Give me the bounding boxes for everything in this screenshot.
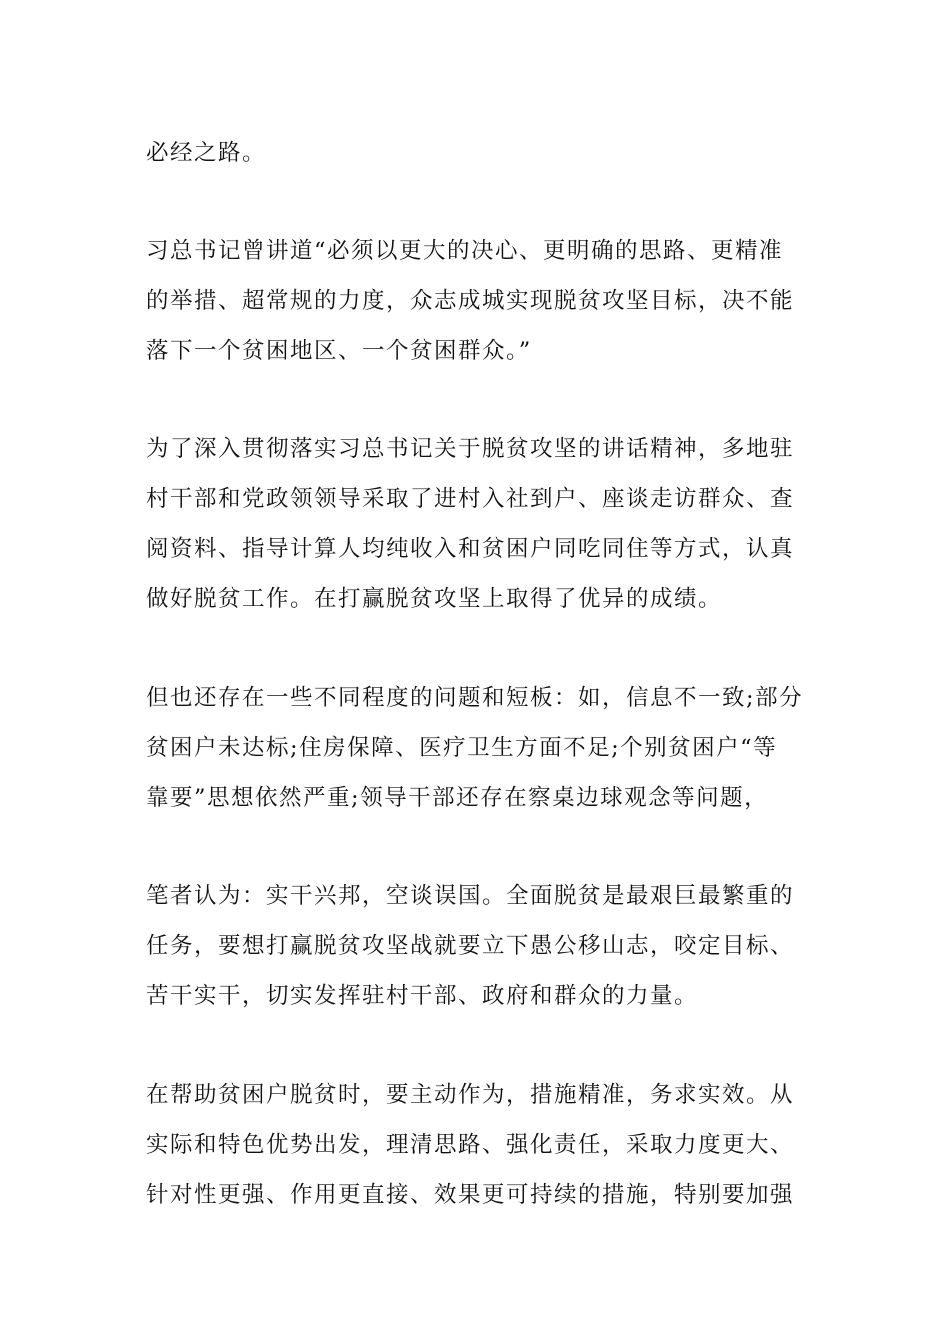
paragraph-line: 习总书记曾讲道“必须以更大的决心、更明确的思路、更精准	[146, 238, 784, 264]
paragraph-line: 实际和特色优势出发，理清思路、强化责任，采取力度更大、	[146, 1132, 795, 1158]
paragraph-line: 阅资料、指导计算人均纯收入和贫困户同吃同住等方式，认真	[146, 536, 795, 562]
paragraph-line: 村干部和党政领领导采取了进村入社到户、座谈走访群众、查	[146, 486, 795, 512]
paragraph-line: 任务，要想打赢脱贫攻坚战就要立下愚公移山志，咬定目标、	[146, 933, 795, 959]
paragraph-line: 为了深入贯彻落实习总书记关于脱贫攻坚的讲话精神，多地驻	[146, 436, 795, 462]
paragraph-line: 靠要”思想依然严重;领导干部还存在察桌边球观念等问题，	[146, 785, 769, 811]
paragraph-line: 笔者认为：实干兴邦，空谈误国。全面脱贫是最艰巨最繁重的	[146, 883, 795, 909]
paragraph-line: 针对性更强、作用更直接、效果更可持续的措施，特别要加强	[146, 1182, 795, 1208]
paragraph-line: 在帮助贫困户脱贫时，要主动作为，措施精准，务求实效。从	[146, 1082, 795, 1108]
paragraph-line: 落下一个贫困地区、一个贫困群众。”	[146, 338, 532, 364]
paragraph-line: 贫困户未达标;住房保障、医疗卫生方面不足;个别贫困户“等	[146, 735, 778, 761]
paragraph-line: 的举措、超常规的力度，众志成城实现脱贫攻坚目标，决不能	[146, 288, 795, 314]
paragraph-line: 必经之路。	[146, 140, 267, 166]
paragraph-line: 做好脱贫工作。在打赢脱贫攻坚上取得了优异的成绩。	[146, 586, 723, 612]
paragraph-line: 但也还存在一些不同程度的问题和短板：如，信息不一致;部分	[146, 685, 804, 711]
paragraph-line: 苦干实干，切实发挥驻村干部、政府和群众的力量。	[146, 983, 699, 1009]
